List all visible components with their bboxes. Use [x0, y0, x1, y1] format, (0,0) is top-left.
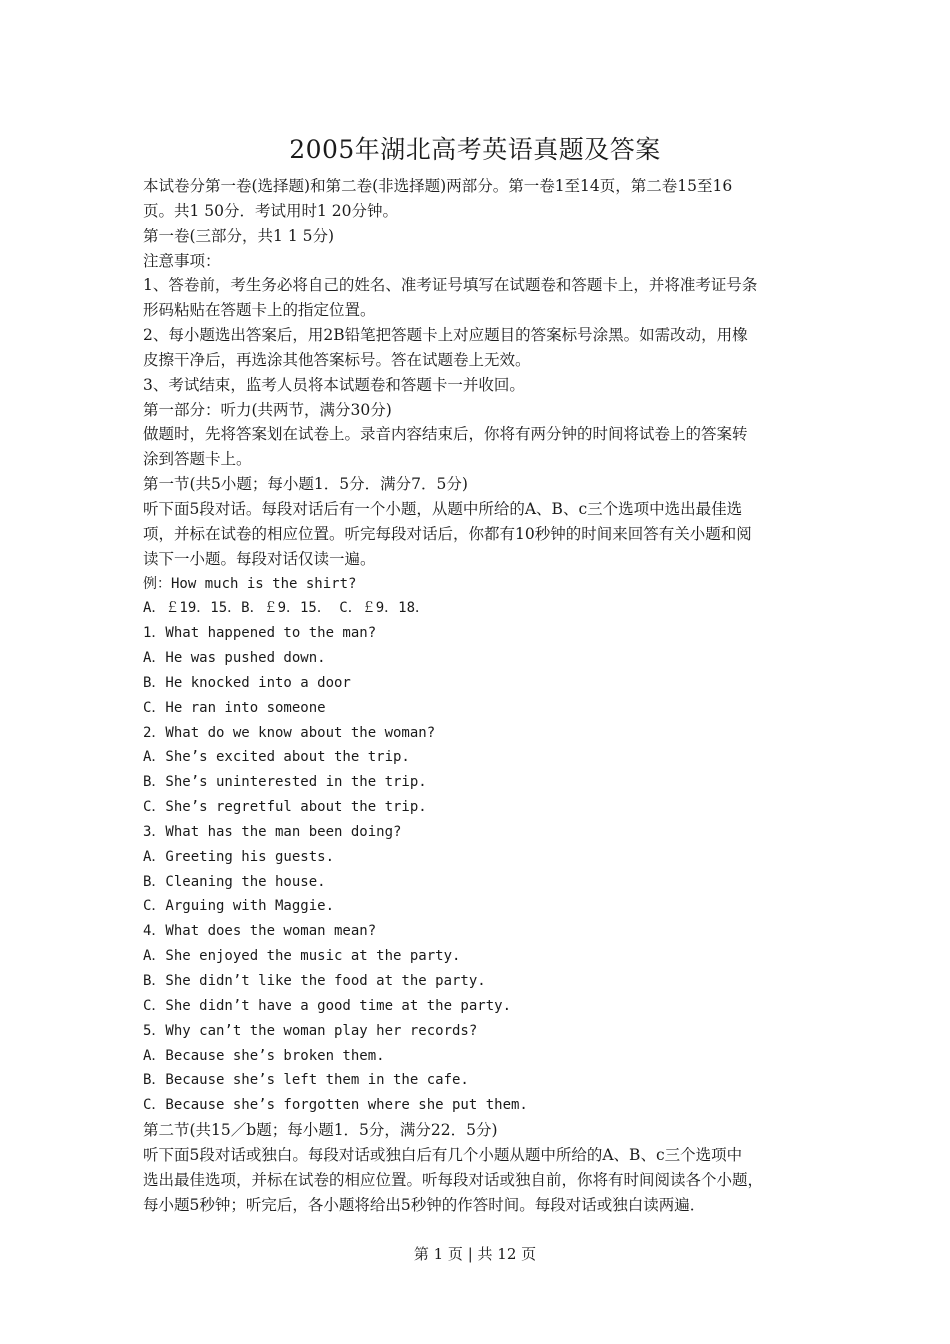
text-line: C．Arguing with Maggie. [143, 898, 335, 915]
text-line: A．￡19．15．B．￡9．15． C．￡9．18． [143, 600, 430, 617]
text-line: 第二节(共15／b题；每小题1．5分，满分22．5分) [143, 1121, 498, 1140]
text-line: B．Cleaning the house. [143, 873, 326, 890]
text-line: C．Because she’s forgotten where she put them. [143, 1097, 528, 1114]
text-line: 第一卷(三部分，共1 1 5分) [143, 226, 335, 245]
text-line: 4．What does the woman mean? [143, 923, 377, 940]
page-footer: 第 1 页 | 共 12 页 [413, 1245, 537, 1263]
text-line: B．She didn’t like the food at the party. [143, 973, 486, 989]
text-line: A．He was pushed down. [143, 650, 326, 667]
text-line: 听下面5段对话。每段对话后有一个小题，从题中所给的A、B、c三个选项中选出最佳选 [143, 499, 743, 518]
text-line: 页。共1 50分．考试用时1 20分钟。 [143, 201, 399, 220]
text-line: 形码粘贴在答题卡上的指定位置。 [143, 301, 376, 320]
text-line: B．She’s uninterested in the trip. [143, 774, 427, 791]
text-line: 项，并标在试卷的相应位置。听完每段对话后，你都有10秒钟的时间来回答有关小题和阅 [143, 524, 752, 543]
text-line: 注意事项： [143, 251, 221, 270]
text-line: C．She’s regretful about the trip. [143, 799, 427, 816]
text-line: 读下一小题。每段对话仅读一遍。 [143, 549, 376, 568]
text-line: 例：How much is the shirt? [143, 575, 357, 592]
document-body [143, 174, 811, 1217]
text-line: A．Because she’s broken them. [143, 1047, 385, 1064]
text-line: C．He ran into someone [143, 699, 326, 716]
text-line: 1、答卷前，考生务必将自己的姓名、准考证号填写在试题卷和答题卡上，并将准考证号条 [143, 276, 758, 295]
text-line: 2、每小题选出答案后，用2B铅笔把答题卡上对应题目的答案标号涂黑。如需改动，用橡 [143, 326, 748, 345]
text-line: 第一部分：听力(共两节，满分30分) [143, 400, 392, 419]
text-line: 第一节(共5小题；每小题1．5分．满分7．5分) [143, 475, 468, 494]
text-line: C．She didn’t have a good time at the party. [143, 997, 512, 1014]
text-line: 本试卷分第一卷(选择题)和第二卷(非选择题)两部分。第一卷1至14页，第二卷15至16 [143, 177, 733, 195]
text-line: 涂到答题卡上。 [143, 450, 252, 469]
text-line: 5．Why can’t the woman play her records? [143, 1022, 478, 1039]
document-title: 2005年湖北高考英语真题及答案 [289, 135, 661, 164]
text-line: B．He knocked into a door [143, 674, 351, 691]
text-line: B．Because she’s left them in the cafe. [143, 1072, 469, 1089]
text-line: A．She’s excited about the trip. [143, 749, 410, 766]
text-line: 做题时，先将答案划在试卷上。录音内容结束后，你将有两分钟的时间将试卷上的答案转 [143, 425, 748, 444]
text-line: 3、考试结束，监考人员将本试题卷和答题卡一并收回。 [143, 375, 525, 394]
text-line: A．Greeting his guests. [143, 848, 335, 865]
text-line: 每小题5秒钟；听完后，各小题将给出5秒钟的作答时间。每段对话或独白读两遍． [143, 1195, 706, 1214]
text-line: 皮擦干净后，再选涂其他答案标号。答在试题卷上无效。 [143, 350, 531, 369]
text-line: 1．What happened to the man? [143, 625, 377, 642]
text-line: A．She enjoyed the music at the party. [143, 948, 461, 965]
text-line: 2．What do we know about the woman? [143, 724, 436, 741]
text-line: 选出最佳选项，并标在试卷的相应位置。听每段对话或独自前，你将有时间阅读各个小题， [143, 1170, 764, 1189]
text-line: 听下面5段对话或独白。每段对话或独白后有几个小题从题中所给的A、B、c三个选项中 [143, 1145, 743, 1164]
text-line: 3．What has the man been doing? [143, 823, 402, 840]
